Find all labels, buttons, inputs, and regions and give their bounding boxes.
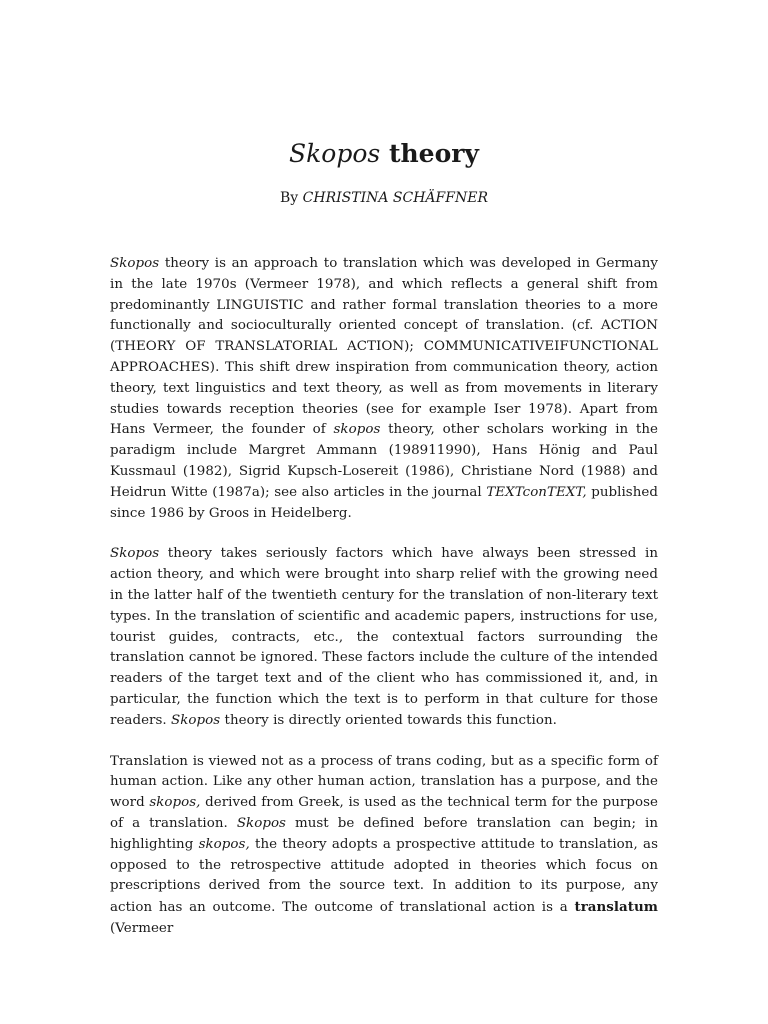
text-run: derived from Greek, is used as the technical term for the purpose of a translation.: [110, 795, 658, 831]
byline: [110, 188, 658, 208]
text-run: the theory adopts a prospective attitude to translation, as opposed to the retrospective attitude adopted in theories which focus on prescriptions derived from the source text. In addition to its purpose, any action has an outcome. The outcome of translational action is a: [110, 836, 658, 916]
text-run: Skopos: [171, 712, 221, 728]
text-run: theory is an approach to translation which was developed in Germany in the late 1970s (Vermeer 1978), and which reflects a general shift from predominantly LINGUISTIC and rather formal translation theories to a more functionally and socioculturally oriented concept of translation. (cf. ACTION (THEORY OF TRANSLATORIAL ACTION); COMMUNICATIVEIFUNCTIONAL APPROACHES). This shift drew inspiration from communication theory, action theory, text linguistics and text theory, as well as from movements in literary studies towards reception theories (see for example Iser 1978). Apart from Hans Vermeer, the founder of: [110, 256, 658, 438]
text-run: skopos: [333, 422, 381, 438]
paragraph: [110, 544, 658, 731]
text-run: Skopos: [110, 256, 160, 271]
text-run: skopos,: [149, 795, 201, 811]
title-rest: theory: [380, 139, 479, 168]
document-page: [110, 130, 658, 960]
text-run: published since 1986 by Groos in Heidelberg.: [110, 484, 658, 521]
text-run: Translation is viewed not as a process of trans coding, but as a specific form of human action. Like any other human action, translation has a purpose, and the word: [110, 753, 658, 811]
text-run: Skopos: [110, 546, 160, 562]
title-italic-part: Skopos: [289, 139, 381, 168]
text-run: must be defined before translation can begin; in highlighting: [110, 815, 658, 852]
text-run: skopos,: [198, 836, 250, 852]
text-run: Skopos: [236, 815, 286, 831]
text-run: theory takes seriously factors which have always been stressed in action theory, and which were brought into sharp relief with the growing need in the latter half of the twentieth century for the translation of non-literary text types. In the translation of scientific and academic papers, instructions for use, tourist guides, contracts, etc., the contextual factors surrounding the translation cannot be ignored. These factors include the culture of the intended readers of the target text and of the client who has commissioned it, and, in particular, the function which the text is to perform in that culture for those readers.: [110, 546, 658, 728]
text-run: TEXTconTEXT,: [486, 484, 587, 500]
text-run: (Vermeer: [110, 920, 174, 936]
byline-prefix: By: [280, 190, 303, 206]
text-run: theory is directly oriented towards this function.: [220, 712, 557, 728]
body-text: [110, 254, 658, 940]
page-title: [110, 138, 658, 170]
text-run: translatum: [574, 899, 658, 916]
text-run: theory, other scholars working in the paradigm include Margret Ammann (198911990), Hans Hönig and Paul Kussmaul (1982), Sigrid Kupsch-Losereit (1986), Christiane Nord (1988) and Heidrun Witte (1987a); see also articles in the journal: [110, 422, 659, 500]
paragraph: [110, 752, 658, 940]
author-name: CHRISTINA SCHÄFFNER: [302, 190, 488, 206]
paragraph: [110, 254, 658, 524]
